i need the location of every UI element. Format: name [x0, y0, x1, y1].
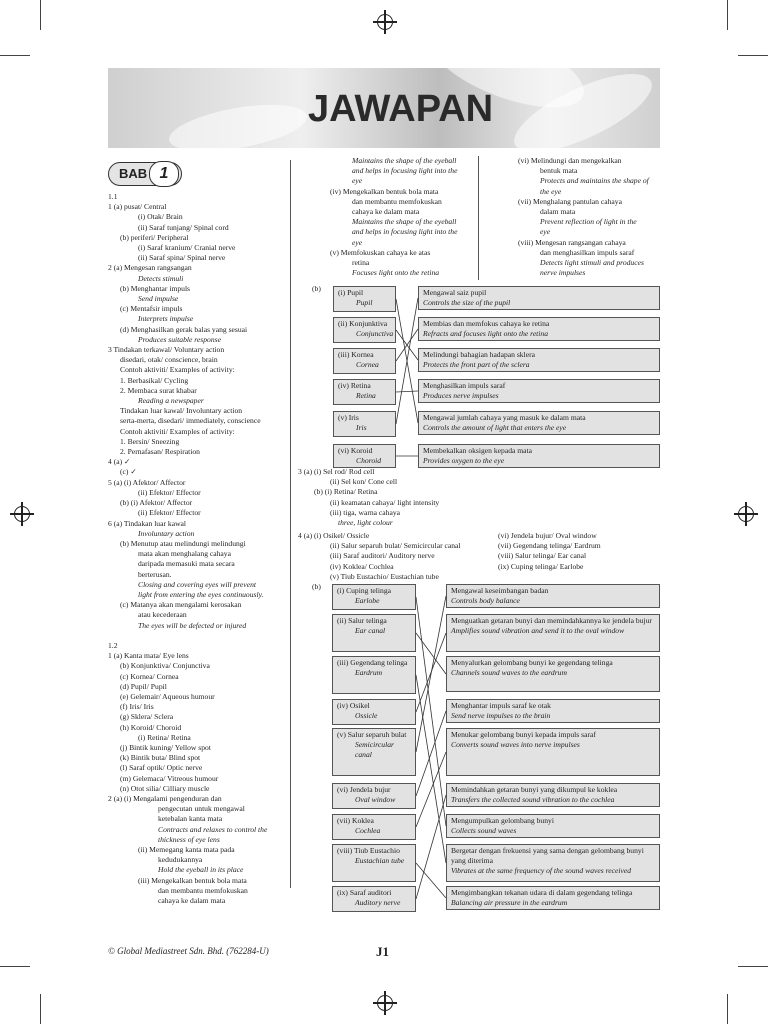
- answer-line: (c) Matanya akan mengalami kerosakan: [120, 600, 242, 610]
- matching-label: (b): [312, 582, 321, 591]
- answer-line: Send impulse: [138, 294, 179, 304]
- match-right-text: Memindahkan getaran bunyi yang dikumpul ke koklea: [451, 785, 618, 794]
- match-right-text: Membekalkan oksigen kepada mata: [423, 446, 533, 455]
- answer-line: (b) (i) Afektor/ Affector: [120, 498, 193, 508]
- match-right-text: Membias dan memfokus cahaya ke retina: [423, 319, 550, 328]
- answer-line: and helps in focusing light into the: [352, 166, 458, 176]
- chapter-number: 1: [149, 161, 179, 187]
- answer-line: (viii) Salur telinga/ Ear canal: [498, 551, 587, 561]
- answer-line: Tindakan luar kawal/ Involuntary action: [120, 406, 243, 416]
- page-title: JAWAPAN: [308, 88, 494, 130]
- answer-line: daripada memasuki mata secara: [138, 559, 235, 569]
- answer-line: Contracts and relaxes to control the: [158, 824, 268, 834]
- answer-line: (v) Memfokuskan cahaya ke atas: [330, 247, 431, 257]
- match-right-english: Amplifies sound vibration and send it to the oval window: [451, 626, 625, 635]
- answer-line: (vii) Gegendang telinga/ Eardrum: [498, 541, 601, 551]
- answer-line: nerve impulses: [540, 268, 586, 278]
- answer-line: (ii) Saraf tunjang/ Spinal cord: [138, 222, 229, 232]
- answer-line: 3 Tindakan terkawal/ Voluntary action: [108, 345, 225, 355]
- match-left-english: Semicircular canal: [355, 740, 394, 759]
- answer-line: (ii) keamatan cahaya/ light intensity: [330, 497, 440, 507]
- answer-line: 3 (a) (i) Sel rod/ Rod cell: [298, 467, 375, 476]
- answer-line: (iii) Mengekalkan bentuk bola mata: [138, 875, 247, 885]
- answer-line: Maintains the shape of the eyeball: [352, 217, 457, 227]
- answer-line: (d) Menghasilkan gerak balas yang sesuai: [120, 324, 248, 334]
- match-right-text: Mengimbangkan tekanan udara di dalam gegendang telinga: [451, 888, 633, 897]
- answer-line: (m) Gelemaca/ Vitreous humour: [120, 773, 219, 783]
- answer-line: Focuses light onto the retina: [352, 268, 440, 278]
- match-left-english: Oval window: [355, 795, 396, 804]
- answer-line: 2. Pernafasan/ Respiration: [120, 447, 200, 457]
- match-line: [416, 597, 446, 826]
- match-line: [416, 795, 446, 899]
- answer-line: kedudukannya: [158, 855, 203, 865]
- answer-line: ketebalan kanta mata: [158, 814, 223, 824]
- copyright: © Global Mediastreet Sdn. Bhd. (762284-U): [108, 946, 269, 956]
- answer-line: Contoh aktiviti/ Examples of activity:: [120, 365, 235, 375]
- answer-line: eye: [352, 237, 363, 247]
- answer-line: (c) ✓: [120, 467, 137, 477]
- answer-line: (k) Bintik buta/ Blind spot: [120, 753, 201, 763]
- answer-line: Contoh aktiviti/ Examples of activity:: [120, 426, 235, 436]
- answer-line: light from entering the eyes continuously.: [138, 589, 264, 599]
- match-left-term: (vii) Koklea: [337, 816, 374, 825]
- match-left-english: Auditory nerve: [355, 898, 401, 907]
- answer-line: 1. Berbasikal/ Cycling: [120, 375, 189, 385]
- answer-line: (b) Menghantar impuls: [120, 283, 191, 293]
- match-left-term: (iv) Retina: [338, 381, 371, 390]
- match-right-english: Controls body balance: [451, 596, 520, 605]
- answer-line: (iii) Saraf auditori/ Auditory nerve: [330, 551, 435, 561]
- match-right-text: Menyalurkan gelombang bunyi ke gegendang telinga: [451, 658, 613, 667]
- match-right-text: Menghantar impuls saraf ke otak: [451, 701, 551, 710]
- answer-line: (j) Bintik kuning/ Yellow spot: [120, 742, 211, 752]
- match-right-english: Controls the amount of light that enters the eye: [423, 423, 567, 432]
- match-left-term: (i) Cuping telinga: [337, 586, 391, 595]
- answer-line: 1.2: [108, 640, 118, 650]
- match-left-english: Conjunctiva: [356, 329, 394, 338]
- answer-line: 2 (a) Mengesan rangsangan: [108, 263, 192, 273]
- answer-line: (b) Menutup atau melindungi melindungi: [120, 538, 246, 548]
- match-left-english: Iris: [356, 423, 367, 432]
- answer-line: Closing and covering eyes will prevent: [138, 579, 257, 589]
- answer-line: Detects stimuli: [138, 273, 184, 283]
- match-left-term: (v) Iris: [338, 413, 359, 422]
- answer-line: (i) Retina/ Retina: [138, 732, 191, 742]
- match-left-term: (ii) Konjunktiva: [338, 319, 388, 328]
- answer-line: Maintains the shape of the eyeball: [352, 156, 457, 165]
- match-line: [416, 596, 446, 752]
- answer-line: (ii) Memegang kanta mata pada: [138, 845, 235, 854]
- answer-line: (b) (i) Retina/ Retina: [314, 487, 378, 497]
- match-left-term: (ix) Saraf auditori: [337, 888, 392, 897]
- match-line: [416, 863, 446, 898]
- answer-line: 2. Membaca surat khabar: [120, 385, 197, 395]
- match-left-english: Pupil: [356, 298, 373, 307]
- answer-line: and helps in focusing light into the: [352, 227, 458, 237]
- match-right-english: Controls the size of the pupil: [423, 298, 511, 307]
- answer-line: (ii) Salur separuh bulat/ Semicircular canal: [330, 541, 461, 551]
- match-left-term: (iv) Osikel: [337, 701, 370, 710]
- match-line: [416, 633, 446, 674]
- answer-line: (vi) Jendela bujur/ Oval window: [498, 531, 597, 540]
- match-left-term: (iii) Gegendang telinga: [337, 658, 408, 667]
- answer-line: (l) Saraf optik/ Optic nerve: [120, 763, 203, 773]
- answer-line: 4 (a) (i) Osikel/ Ossicle: [298, 531, 370, 540]
- match-right-text: Mengawal keseimbangan badan: [451, 586, 549, 595]
- match-left-term: (i) Pupil: [338, 288, 364, 297]
- answer-line: Interprets impulse: [138, 314, 194, 324]
- match-left-english: Choroid: [356, 456, 382, 465]
- answer-line: (vii) Menghalang pantulan cahaya: [518, 196, 622, 206]
- answer-line: (ii) Efektor/ Effector: [138, 508, 201, 518]
- answer-line: (b) periferi/ Peripheral: [120, 232, 189, 242]
- match-right-text: Mengawal saiz pupil: [423, 288, 487, 297]
- answer-line: Reading a newspaper: [138, 396, 204, 406]
- match-left-term: (vi) Koroid: [338, 446, 373, 455]
- match-right-english: Send nerve impulses to the brain: [451, 711, 551, 720]
- answer-line: 6 (a) Tindakan luar kawal: [108, 518, 187, 528]
- match-left-english: Eustachian tube: [355, 856, 405, 865]
- match-left-term: (v) Salur separuh bulat: [337, 730, 407, 739]
- match-line: [416, 711, 446, 796]
- answer-line: (iv) Koklea/ Cochlea: [330, 561, 394, 571]
- answer-line: Prevent reflection of light in the: [540, 217, 637, 227]
- answer-line: (v) Tiub Eustachio/ Eustachian tube: [330, 571, 439, 581]
- answer-line: pengecutan untuk mengawal: [158, 804, 245, 814]
- answer-line: (iv) Mengekalkan bentuk bola mata: [330, 186, 439, 196]
- answer-line: the eye: [540, 186, 562, 196]
- answer-line: Produces suitable response: [138, 334, 221, 344]
- answer-line: dalam mata: [540, 207, 576, 217]
- answer-line: (h) Koroid/ Choroid: [120, 722, 182, 732]
- match-left-english: Eardrum: [355, 668, 383, 677]
- answer-line: bentuk mata: [540, 166, 578, 176]
- match-right-english: Converts sound waves into nerve impulses: [451, 740, 580, 749]
- answer-line: (n) Otot silia/ Cilliary muscle: [120, 783, 210, 793]
- answer-line: disedari, otak/ conscience, brain: [120, 355, 218, 365]
- answer-line: 1. Bersin/ Sneezing: [120, 436, 180, 446]
- match-right-english: Vibrates at the same frequency of the sound waves received: [451, 866, 632, 875]
- answer-line: (viii) Mengesan rangsangan cahaya: [518, 237, 626, 247]
- answer-line: berterusan.: [138, 569, 172, 579]
- answer-line: retina: [352, 258, 370, 268]
- match-left-english: Ossicle: [355, 711, 378, 720]
- answer-line: (iii) tiga, warna cahaya: [330, 507, 400, 517]
- answer-line: (vi) Melindungi dan mengekalkan: [518, 156, 622, 165]
- answer-line: atau kecederaan: [138, 610, 187, 620]
- answer-line: 4 (a) ✓: [108, 457, 131, 467]
- match-left-term: (ii) Salur telinga: [337, 616, 387, 625]
- answer-line: cahaya ke dalam mata: [158, 896, 226, 906]
- match-right-text: Melindungi bahagian hadapan sklera: [423, 350, 535, 359]
- match-line: [416, 675, 446, 863]
- answer-line: (c) Kornea/ Cornea: [120, 671, 179, 681]
- answer-line: (b) Konjunktiva/ Conjunctiva: [120, 661, 210, 671]
- answer-line: (d) Pupil/ Pupil: [120, 681, 167, 691]
- match-right-text: Menghasilkan impuls saraf: [423, 381, 506, 390]
- answer-line: Involuntary action: [138, 528, 195, 538]
- match-left-term: (iii) Kornea: [338, 350, 374, 359]
- answer-line: 2 (a) (i) Mengalami pengenduran dan: [108, 793, 222, 803]
- match-left-english: Earlobe: [355, 596, 380, 605]
- match-left-english: Cornea: [356, 360, 379, 369]
- answer-line: (ix) Cuping telinga/ Earlobe: [498, 561, 584, 571]
- answer-line: Protects and maintains the shape of: [540, 176, 649, 186]
- answer-line: (e) Gelemair/ Aqueous humour: [120, 691, 215, 701]
- answer-line: dan menghasilkan impuls saraf: [540, 247, 635, 257]
- match-right-text: Mengumpulkan gelombang bunyi: [451, 816, 554, 825]
- match-right-english: Collects sound waves: [451, 826, 517, 835]
- answer-line: eye: [540, 227, 551, 237]
- match-right-english: Balancing air pressure in the eardrum: [451, 898, 568, 907]
- match-right-text: Menguatkan getaran bunyi dan memindahkannya ke jendela bujur: [451, 616, 652, 625]
- match-right-english: Provides oxygen to the eye: [423, 456, 505, 465]
- match-right-english: Channels sound waves to the eardrum: [451, 668, 567, 677]
- match-right-text: Menukar gelombang bunyi kepada impuls saraf: [451, 730, 596, 739]
- match-right-english: Produces nerve impulses: [423, 391, 499, 400]
- match-left-term: (viii) Tiub Eustachio: [337, 846, 400, 855]
- answer-line: (ii) Sel kon/ Cone cell: [330, 477, 398, 487]
- answer-line: 1 (a) pusat/ Central: [108, 202, 167, 212]
- answer-line: mata akan menghalang cahaya: [138, 549, 231, 559]
- answer-line: (ii) Efektor/ Effector: [138, 487, 201, 497]
- answer-line: dan membantu memfokuskan: [158, 885, 248, 895]
- answer-line: (ii) Saraf spina/ Spinal nerve: [138, 253, 226, 263]
- answer-line: The eyes will be defected or injured: [138, 620, 247, 630]
- chapter-label: BAB: [119, 166, 148, 181]
- answer-line: (i) Saraf kranium/ Cranial nerve: [138, 243, 236, 253]
- match-right-english: Protects the front part of the sclera: [423, 360, 530, 369]
- match-right-text: Mengawal jumlah cahaya yang masuk ke dalam mata: [423, 413, 586, 422]
- page-number: J1: [376, 944, 389, 959]
- match-right-english: Transfers the collected sound vibration to the cochlea: [451, 795, 615, 804]
- answer-line: 5 (a) (i) Afektor/ Affector: [108, 477, 186, 487]
- answer-line: serta-merta, disedari/ immediately, conscience: [120, 416, 261, 426]
- answer-line: Hold the eyeball in its place: [158, 865, 244, 875]
- matching-label: (b): [312, 284, 321, 293]
- match-left-english: Retina: [356, 391, 376, 400]
- answer-line: cahaya ke dalam mata: [352, 207, 420, 217]
- answer-line: eye: [352, 176, 363, 186]
- answer-line: 1.1: [108, 192, 118, 201]
- answer-line: (f) Iris/ Iris: [120, 702, 154, 712]
- match-right-text: Bergetar dengan frekuensi yang sama dengan gelombang bunyi yang diterima: [451, 846, 644, 865]
- answer-line: (c) Mentafsir impuls: [120, 304, 183, 314]
- match-left-english: Cochlea: [355, 826, 381, 835]
- match-right-english: Refracts and focuses light onto the retina: [423, 329, 549, 338]
- answer-line: (g) Sklera/ Sclera: [120, 712, 174, 722]
- answer-line: 1 (a) Kanta mata/ Eye lens: [108, 651, 189, 661]
- answer-line: thickness of eye lens: [158, 834, 220, 844]
- match-left-term: (vi) Jendela bujur: [337, 785, 391, 794]
- answer-line: dan membantu memfokuskan: [352, 196, 442, 206]
- match-left-english: Ear canal: [355, 626, 386, 635]
- answer-line: (i) Otak/ Brain: [138, 212, 183, 222]
- answer-line: three, light colour: [338, 518, 393, 528]
- answer-line: Detects light stimuli and produces: [540, 258, 644, 268]
